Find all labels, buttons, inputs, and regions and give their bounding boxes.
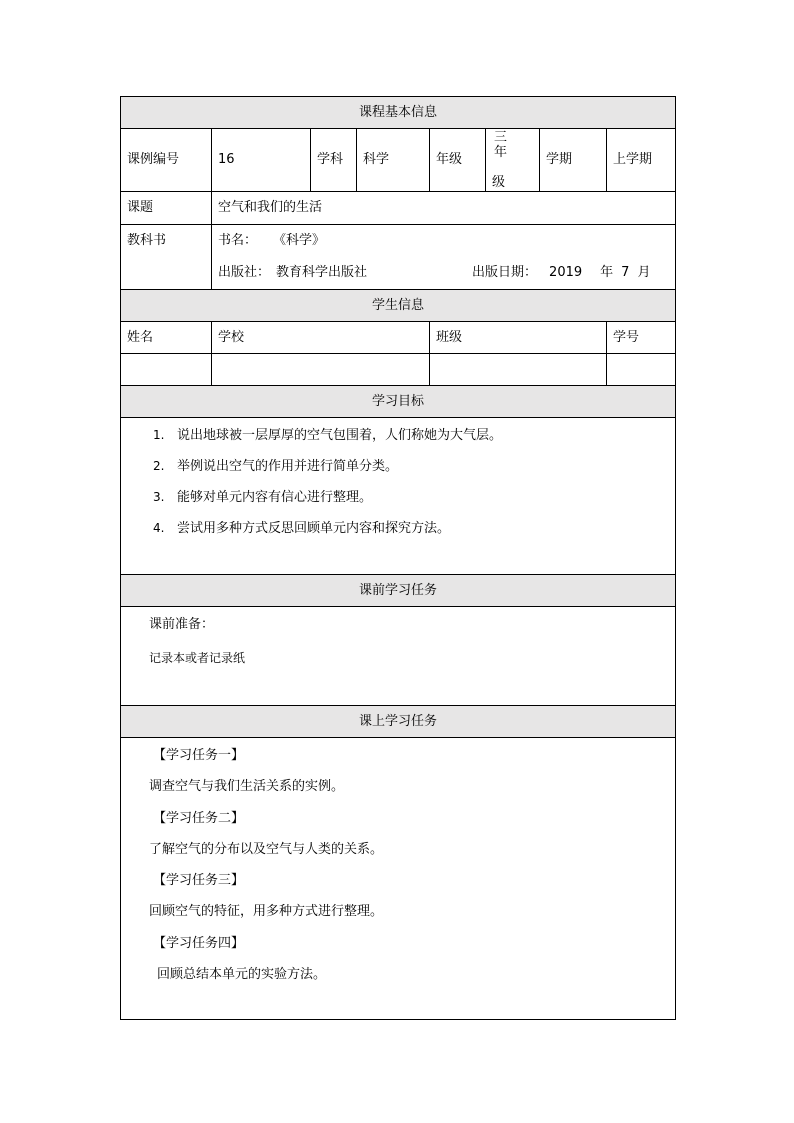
student-name-field[interactable] bbox=[121, 354, 212, 386]
term-label: 学期 bbox=[540, 129, 607, 192]
section-objectives: 学习目标 bbox=[121, 386, 676, 418]
task-title: 【学习任务三】 bbox=[153, 873, 245, 889]
student-name-label: 姓名 bbox=[121, 322, 212, 354]
pub-month: 7 bbox=[621, 265, 630, 281]
student-class-field[interactable] bbox=[430, 354, 607, 386]
pub-year: 2019 bbox=[549, 265, 583, 281]
student-id-field[interactable] bbox=[607, 354, 676, 386]
textbook-label: 教科书 bbox=[121, 225, 212, 290]
subject-value: 科学 bbox=[357, 129, 430, 192]
list-item: 2. 举例说出空气的作用并进行简单分类。 bbox=[153, 459, 399, 474]
list-item: 3. 能够对单元内容有信心进行整理。 bbox=[153, 490, 373, 505]
topic-label: 课题 bbox=[121, 192, 212, 225]
grade-value bbox=[486, 129, 540, 192]
pre-class-cell bbox=[121, 607, 676, 706]
objectives-list bbox=[121, 418, 675, 552]
topic-value: 空气和我们的生活 bbox=[212, 192, 676, 225]
student-id-label: 学号 bbox=[607, 322, 676, 354]
task-desc: 了解空气的分布以及空气与人类的关系。 bbox=[149, 841, 384, 857]
lesson-info-table bbox=[120, 96, 676, 1020]
publisher-value: 教育科学出版社 bbox=[276, 265, 368, 281]
task-desc: 回顾空气的特征，用多种方式进行整理。 bbox=[149, 904, 384, 920]
pub-date-label: 出版日期： bbox=[472, 265, 538, 281]
year-unit: 年 bbox=[600, 265, 614, 281]
student-school-field[interactable] bbox=[212, 354, 430, 386]
case-number-label: 课例编号 bbox=[121, 129, 212, 192]
book-name-line bbox=[218, 225, 669, 257]
section-basic-info: 课程基本信息 bbox=[121, 97, 676, 129]
subject-label: 学科 bbox=[311, 129, 357, 192]
grade-value-line1: 三 年 bbox=[494, 129, 522, 161]
pre-class-content: 记录本或者记录纸 bbox=[149, 651, 246, 665]
publisher-label: 出版社： bbox=[218, 265, 271, 281]
publisher-line bbox=[218, 257, 669, 289]
case-number-value: 16 bbox=[212, 129, 311, 192]
list-item: 1. 说出地球被一层厚厚的空气包围着，人们称她为大气层。 bbox=[153, 428, 503, 443]
list-item: 4. 尝试用多种方式反思回顾单元内容和探究方法。 bbox=[153, 521, 451, 536]
book-name-label: 书名： bbox=[218, 233, 258, 249]
in-class-cell bbox=[121, 738, 676, 1020]
student-school-label: 学校 bbox=[212, 322, 430, 354]
textbook-value bbox=[212, 225, 676, 290]
task-list bbox=[121, 738, 675, 998]
grade-value-line2: 级 bbox=[492, 174, 506, 190]
section-pre-class: 课前学习任务 bbox=[121, 575, 676, 607]
term-value: 上学期 bbox=[607, 129, 676, 192]
student-class-label: 班级 bbox=[430, 322, 607, 354]
pre-class-title: 课前准备： bbox=[149, 617, 215, 632]
month-unit: 月 bbox=[637, 265, 651, 281]
section-student-info: 学生信息 bbox=[121, 290, 676, 322]
task-title: 【学习任务二】 bbox=[153, 810, 245, 826]
grade-label: 年级 bbox=[430, 129, 486, 192]
objectives-cell bbox=[121, 418, 676, 575]
book-name-value: 《科学》 bbox=[273, 233, 326, 249]
task-desc: 回顾总结本单元的实验方法。 bbox=[157, 967, 327, 983]
task-desc: 调查空气与我们生活关系的实例。 bbox=[149, 779, 345, 795]
task-title: 【学习任务一】 bbox=[153, 748, 245, 763]
task-title: 【学习任务四】 bbox=[153, 935, 245, 951]
section-in-class: 课上学习任务 bbox=[121, 706, 676, 738]
